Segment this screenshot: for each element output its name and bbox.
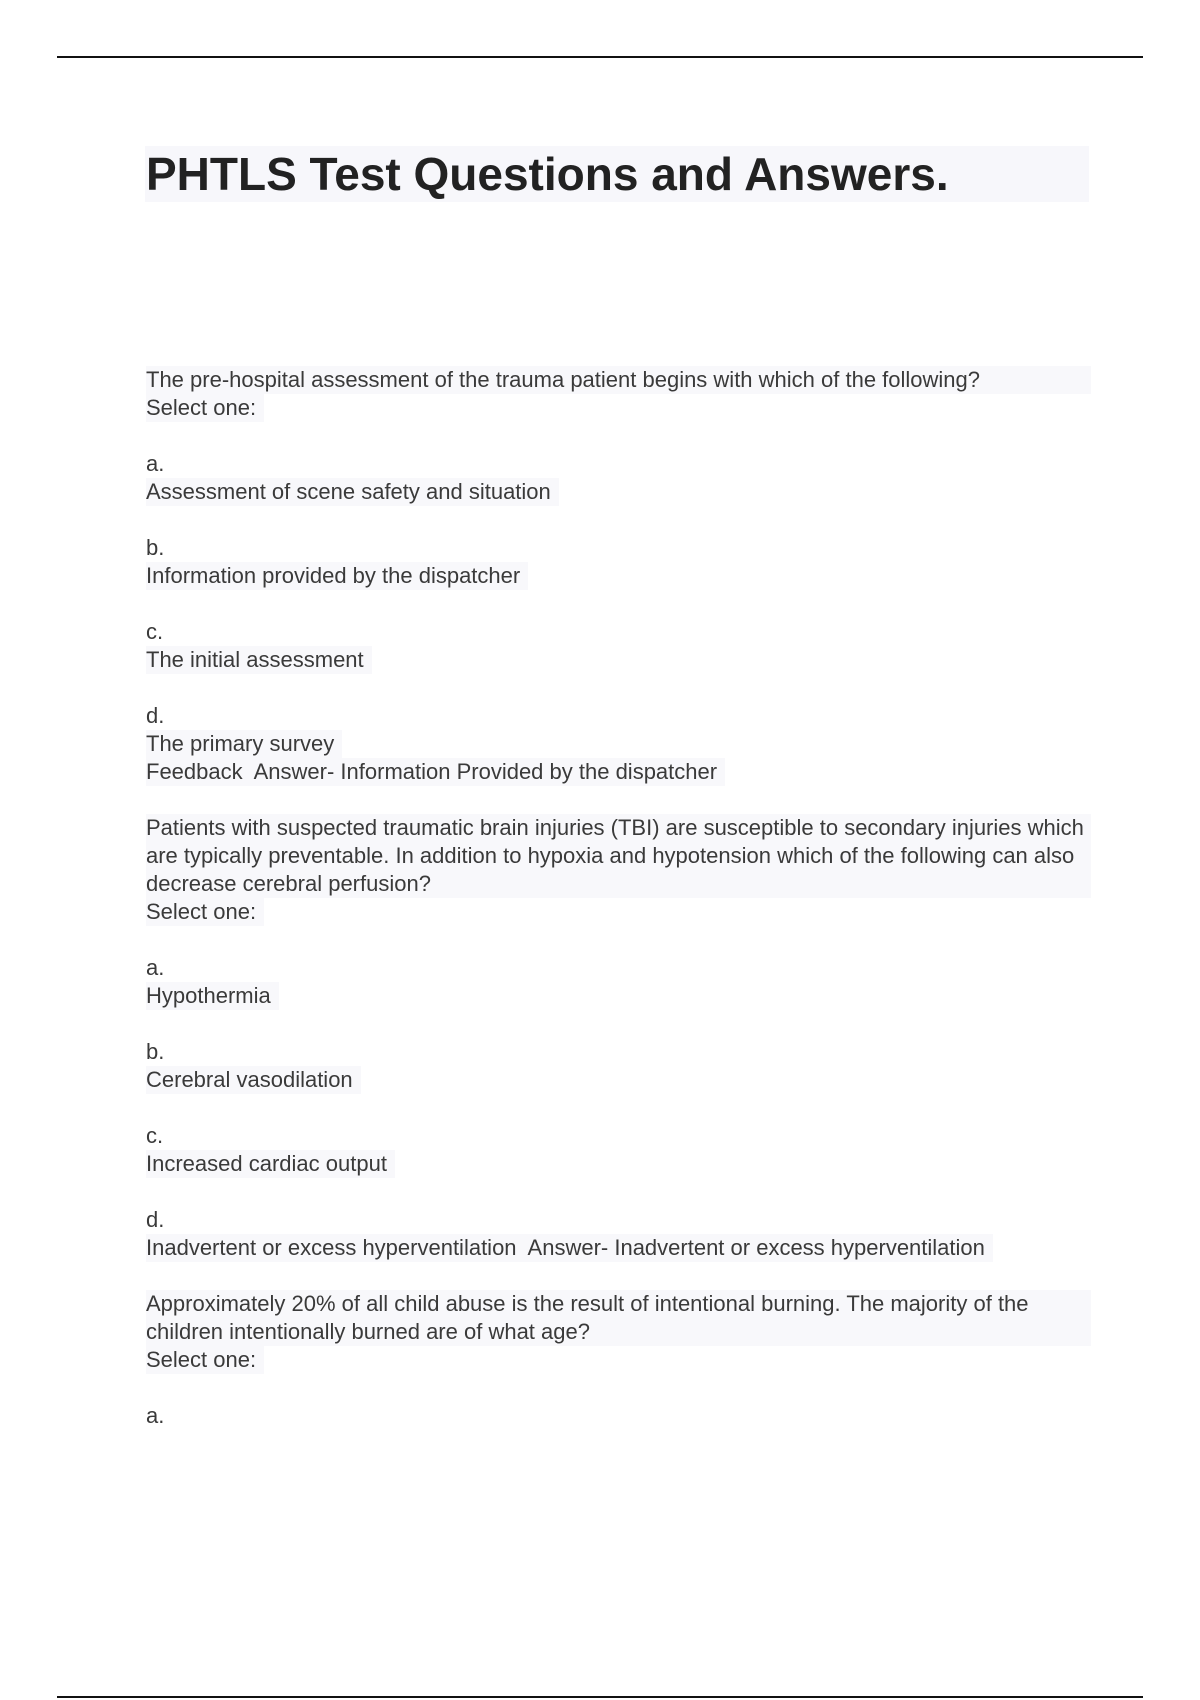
option-letter: d.	[146, 1207, 165, 1232]
option-a	[146, 1402, 1091, 1430]
document-title: PHTLS Test Questions and Answers.	[146, 148, 949, 200]
top-rule	[57, 56, 1143, 58]
question-1	[146, 366, 1091, 786]
option-text: Inadvertent or excess hyperventilation Answer- Inadvertent or excess hyperventilation	[146, 1234, 993, 1262]
option-a	[146, 450, 1091, 506]
bottom-rule	[57, 1696, 1143, 1698]
option-letter: c.	[146, 619, 164, 644]
option-text: Cerebral vasodilation	[146, 1066, 361, 1094]
option-d	[146, 702, 1091, 758]
option-letter: b.	[146, 535, 165, 560]
option-text: Information provided by the dispatcher	[146, 562, 528, 590]
option-c	[146, 618, 1091, 674]
option-a	[146, 954, 1091, 1010]
question-stem: Approximately 20% of all child abuse is the result of intentional burning. The majority of the children intentionally burned are of what age?	[146, 1290, 1091, 1346]
question-2	[146, 814, 1091, 1262]
question-stem: The pre-hospital assessment of the trauma patient begins with which of the following?	[146, 366, 1091, 394]
option-text: Hypothermia	[146, 982, 279, 1010]
option-letter: a.	[146, 1403, 165, 1428]
option-text: Increased cardiac output	[146, 1150, 395, 1178]
option-text: The initial assessment	[146, 646, 372, 674]
option-c	[146, 1122, 1091, 1178]
option-letter: b.	[146, 1039, 165, 1064]
select-one-label: Select one:	[146, 1346, 264, 1374]
option-b	[146, 1038, 1091, 1094]
question-stem: Patients with suspected traumatic brain injuries (TBI) are susceptible to secondary injuries which are typically preventable. In addition to hypoxia and hypotension which of the following can also decrease cerebral perfusion?	[146, 814, 1091, 898]
option-b	[146, 534, 1091, 590]
answer-feedback: Feedback Answer- Information Provided by the dispatcher	[146, 758, 725, 786]
option-letter: c.	[146, 1123, 164, 1148]
option-letter: a.	[146, 955, 165, 980]
document-body	[146, 366, 1091, 1430]
option-letter: d.	[146, 703, 165, 728]
question-3	[146, 1290, 1091, 1430]
select-one-label: Select one:	[146, 898, 264, 926]
option-text: Assessment of scene safety and situation	[146, 478, 559, 506]
select-one-label: Select one:	[146, 394, 264, 422]
option-d	[146, 1206, 1091, 1262]
option-letter: a.	[146, 451, 165, 476]
option-text: The primary survey	[146, 730, 342, 758]
